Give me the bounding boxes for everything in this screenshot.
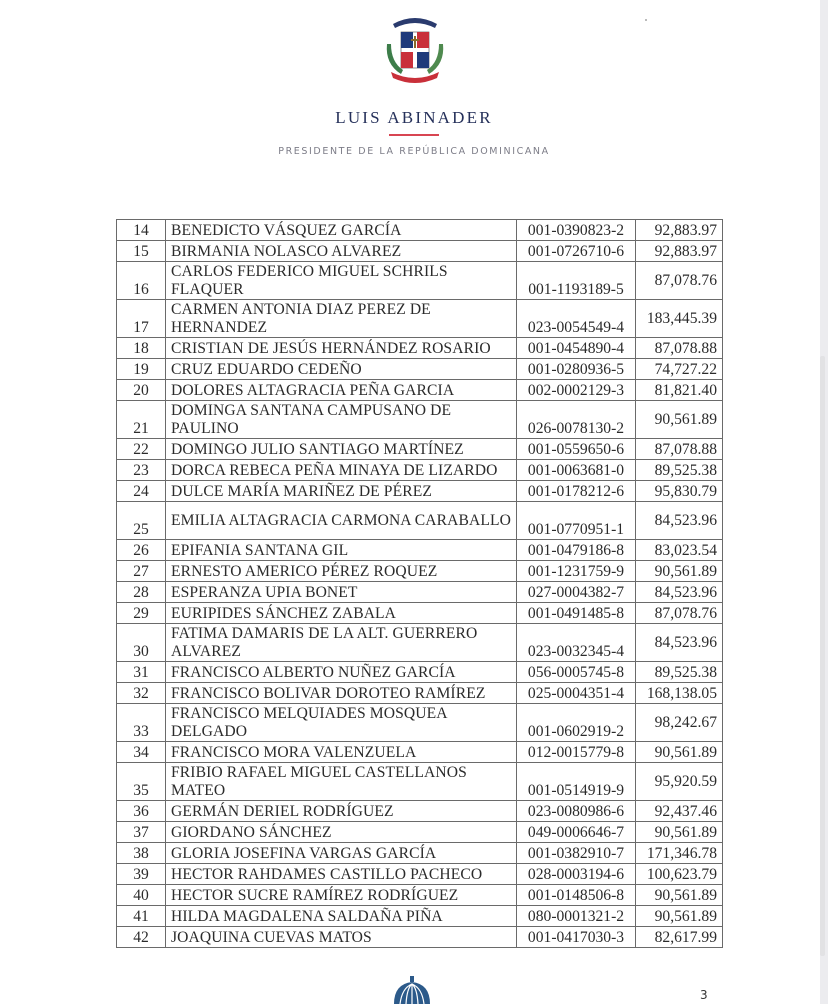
person-name-cell: EMILIA ALTAGRACIA CARMONA CARABALLO — [166, 502, 517, 540]
cedula-id-cell: 002-0002129-3 — [517, 380, 636, 401]
cedula-id-cell: 001-0148506-8 — [517, 885, 636, 906]
amount-cell: 95,830.79 — [636, 481, 723, 502]
amount-cell: 92,883.97 — [636, 220, 723, 241]
cedula-id-cell: 001-1231759-9 — [517, 561, 636, 582]
person-name-cell: FRANCISCO MELQUIADES MOSQUEA DELGADO — [166, 704, 517, 742]
person-name-cell: HECTOR SUCRE RAMÍREZ RODRÍGUEZ — [166, 885, 517, 906]
cedula-id-cell: 001-0417030-3 — [517, 927, 636, 948]
cedula-id-cell: 001-0454890-4 — [517, 338, 636, 359]
table-row — [117, 864, 723, 885]
table-row — [117, 843, 723, 864]
table-row — [117, 338, 723, 359]
row-number-cell: 15 — [117, 241, 166, 262]
row-number-cell: 22 — [117, 439, 166, 460]
cedula-id-cell: 056-0005745-8 — [517, 662, 636, 683]
person-name-cell: FRANCISCO MORA VALENZUELA — [166, 742, 517, 763]
amount-cell: 95,920.59 — [636, 763, 723, 801]
scan-speck — [645, 19, 647, 21]
row-number-cell: 33 — [117, 704, 166, 742]
scrollbar-track[interactable] — [820, 0, 828, 1004]
row-number-cell: 21 — [117, 401, 166, 439]
table-row — [117, 662, 723, 683]
table-row — [117, 624, 723, 662]
row-number-cell: 23 — [117, 460, 166, 481]
amount-cell: 90,561.89 — [636, 885, 723, 906]
row-number-cell: 31 — [117, 662, 166, 683]
person-name-cell: GERMÁN DERIEL RODRÍGUEZ — [166, 801, 517, 822]
table-row — [117, 401, 723, 439]
person-name-cell: EPIFANIA SANTANA GIL — [166, 540, 517, 561]
row-number-cell: 19 — [117, 359, 166, 380]
amount-cell: 87,078.76 — [636, 603, 723, 624]
amount-cell: 90,561.89 — [636, 906, 723, 927]
table-row — [117, 380, 723, 401]
person-name-cell: ESPERANZA UPIA BONET — [166, 582, 517, 603]
amount-cell: 90,561.89 — [636, 401, 723, 439]
cedula-id-cell: 023-0054549-4 — [517, 300, 636, 338]
amount-cell: 87,078.88 — [636, 338, 723, 359]
row-number-cell: 29 — [117, 603, 166, 624]
row-number-cell: 27 — [117, 561, 166, 582]
amount-cell: 92,437.46 — [636, 801, 723, 822]
row-number-cell: 37 — [117, 822, 166, 843]
table-row — [117, 359, 723, 380]
person-name-cell: HILDA MAGDALENA SALDAÑA PIÑA — [166, 906, 517, 927]
row-number-cell: 26 — [117, 540, 166, 561]
amount-cell: 74,727.22 — [636, 359, 723, 380]
cedula-id-cell: 027-0004382-7 — [517, 582, 636, 603]
header-name: LUIS ABINADER — [335, 108, 493, 127]
amount-cell: 168,138.05 — [636, 683, 723, 704]
row-number-cell: 32 — [117, 683, 166, 704]
amount-cell: 171,346.78 — [636, 843, 723, 864]
table-row — [117, 300, 723, 338]
amount-cell: 84,523.96 — [636, 624, 723, 662]
personnel-table — [116, 219, 723, 948]
row-number-cell: 20 — [117, 380, 166, 401]
scrollbar-thumb[interactable] — [820, 356, 825, 956]
row-number-cell: 41 — [117, 906, 166, 927]
amount-cell: 81,821.40 — [636, 380, 723, 401]
amount-cell: 100,623.79 — [636, 864, 723, 885]
person-name-cell: BENEDICTO VÁSQUEZ GARCÍA — [166, 220, 517, 241]
table-row — [117, 704, 723, 742]
table-row — [117, 561, 723, 582]
table-row — [117, 683, 723, 704]
cedula-id-cell: 001-0390823-2 — [517, 220, 636, 241]
cedula-id-cell: 001-1193189-5 — [517, 262, 636, 300]
row-number-cell: 34 — [117, 742, 166, 763]
table-row — [117, 540, 723, 561]
person-name-cell: FRANCISCO ALBERTO NUÑEZ GARCÍA — [166, 662, 517, 683]
row-number-cell: 42 — [117, 927, 166, 948]
page-number: 3 — [700, 988, 708, 1002]
amount-cell: 82,617.99 — [636, 927, 723, 948]
table-row — [117, 220, 723, 241]
row-number-cell: 17 — [117, 300, 166, 338]
cedula-id-cell: 049-0006646-7 — [517, 822, 636, 843]
person-name-cell: CRUZ EDUARDO CEDEÑO — [166, 359, 517, 380]
person-name-cell: DOLORES ALTAGRACIA PEÑA GARCIA — [166, 380, 517, 401]
row-number-cell: 24 — [117, 481, 166, 502]
cedula-id-cell: 001-0280936-5 — [517, 359, 636, 380]
table-row — [117, 481, 723, 502]
amount-cell: 183,445.39 — [636, 300, 723, 338]
amount-cell: 98,242.67 — [636, 704, 723, 742]
person-name-cell: DOMINGO JULIO SANTIAGO MARTÍNEZ — [166, 439, 517, 460]
cedula-id-cell: 001-0382910-7 — [517, 843, 636, 864]
cedula-id-cell: 001-0559650-6 — [517, 439, 636, 460]
table-row — [117, 241, 723, 262]
header-divider — [389, 134, 439, 136]
table-row — [117, 439, 723, 460]
amount-cell: 92,883.97 — [636, 241, 723, 262]
table-row — [117, 822, 723, 843]
person-name-cell: JOAQUINA CUEVAS MATOS — [166, 927, 517, 948]
cedula-id-cell: 001-0178212-6 — [517, 481, 636, 502]
person-name-cell: DULCE MARÍA MARIÑEZ DE PÉREZ — [166, 481, 517, 502]
row-number-cell: 30 — [117, 624, 166, 662]
cedula-id-cell: 080-0001321-2 — [517, 906, 636, 927]
table-row — [117, 262, 723, 300]
cedula-id-cell: 025-0004351-4 — [517, 683, 636, 704]
person-name-cell: EURIPIDES SÁNCHEZ ZABALA — [166, 603, 517, 624]
row-number-cell: 36 — [117, 801, 166, 822]
amount-cell: 90,561.89 — [636, 822, 723, 843]
table-row — [117, 906, 723, 927]
person-name-cell: GIORDANO SÁNCHEZ — [166, 822, 517, 843]
amount-cell: 89,525.38 — [636, 460, 723, 481]
table-row — [117, 582, 723, 603]
row-number-cell: 40 — [117, 885, 166, 906]
amount-cell: 84,523.96 — [636, 582, 723, 603]
cedula-id-cell: 001-0063681-0 — [517, 460, 636, 481]
amount-cell: 87,078.76 — [636, 262, 723, 300]
row-number-cell: 28 — [117, 582, 166, 603]
person-name-cell: HECTOR RAHDAMES CASTILLO PACHECO — [166, 864, 517, 885]
person-name-cell: CARMEN ANTONIA DIAZ PEREZ DE HERNANDEZ — [166, 300, 517, 338]
table-row — [117, 742, 723, 763]
table-row — [117, 763, 723, 801]
cedula-id-cell: 001-0479186-8 — [517, 540, 636, 561]
row-number-cell: 35 — [117, 763, 166, 801]
cedula-id-cell: 026-0078130-2 — [517, 401, 636, 439]
row-number-cell: 16 — [117, 262, 166, 300]
cedula-id-cell: 028-0003194-6 — [517, 864, 636, 885]
amount-cell: 84,523.96 — [636, 502, 723, 540]
person-name-cell: FRANCISCO BOLIVAR DOROTEO RAMÍREZ — [166, 683, 517, 704]
row-number-cell: 25 — [117, 502, 166, 540]
table-row — [117, 927, 723, 948]
person-name-cell: BIRMANIA NOLASCO ALVAREZ — [166, 241, 517, 262]
table-row — [117, 460, 723, 481]
coat-of-arms-icon — [381, 14, 449, 84]
cedula-id-cell: 023-0032345-4 — [517, 624, 636, 662]
table-row — [117, 885, 723, 906]
table-row — [117, 502, 723, 540]
national-palace-dome-icon — [390, 976, 434, 1004]
table-row — [117, 801, 723, 822]
cedula-id-cell: 001-0770951-1 — [517, 502, 636, 540]
table-row — [117, 603, 723, 624]
amount-cell: 89,525.38 — [636, 662, 723, 683]
person-name-cell: ERNESTO AMERICO PÉREZ ROQUEZ — [166, 561, 517, 582]
person-name-cell: FRIBIO RAFAEL MIGUEL CASTELLANOS MATEO — [166, 763, 517, 801]
person-name-cell: DOMINGA SANTANA CAMPUSANO DE PAULINO — [166, 401, 517, 439]
person-name-cell: DORCA REBECA PEÑA MINAYA DE LIZARDO — [166, 460, 517, 481]
cedula-id-cell: 012-0015779-8 — [517, 742, 636, 763]
cedula-id-cell: 001-0602919-2 — [517, 704, 636, 742]
cedula-id-cell: 001-0491485-8 — [517, 603, 636, 624]
amount-cell: 83,023.54 — [636, 540, 723, 561]
amount-cell: 87,078.88 — [636, 439, 723, 460]
person-name-cell: GLORIA JOSEFINA VARGAS GARCÍA — [166, 843, 517, 864]
person-name-cell: CARLOS FEDERICO MIGUEL SCHRILS FLAQUER — [166, 262, 517, 300]
amount-cell: 90,561.89 — [636, 561, 723, 582]
cedula-id-cell: 001-0726710-6 — [517, 241, 636, 262]
person-name-cell: FATIMA DAMARIS DE LA ALT. GUERRERO ALVAREZ — [166, 624, 517, 662]
header-subtitle: PRESIDENTE DE LA REPÚBLICA DOMINICANA — [278, 146, 550, 157]
row-number-cell: 39 — [117, 864, 166, 885]
amount-cell: 90,561.89 — [636, 742, 723, 763]
person-name-cell: CRISTIAN DE JESÚS HERNÁNDEZ ROSARIO — [166, 338, 517, 359]
row-number-cell: 14 — [117, 220, 166, 241]
cedula-id-cell: 023-0080986-6 — [517, 801, 636, 822]
cedula-id-cell: 001-0514919-9 — [517, 763, 636, 801]
row-number-cell: 38 — [117, 843, 166, 864]
row-number-cell: 18 — [117, 338, 166, 359]
